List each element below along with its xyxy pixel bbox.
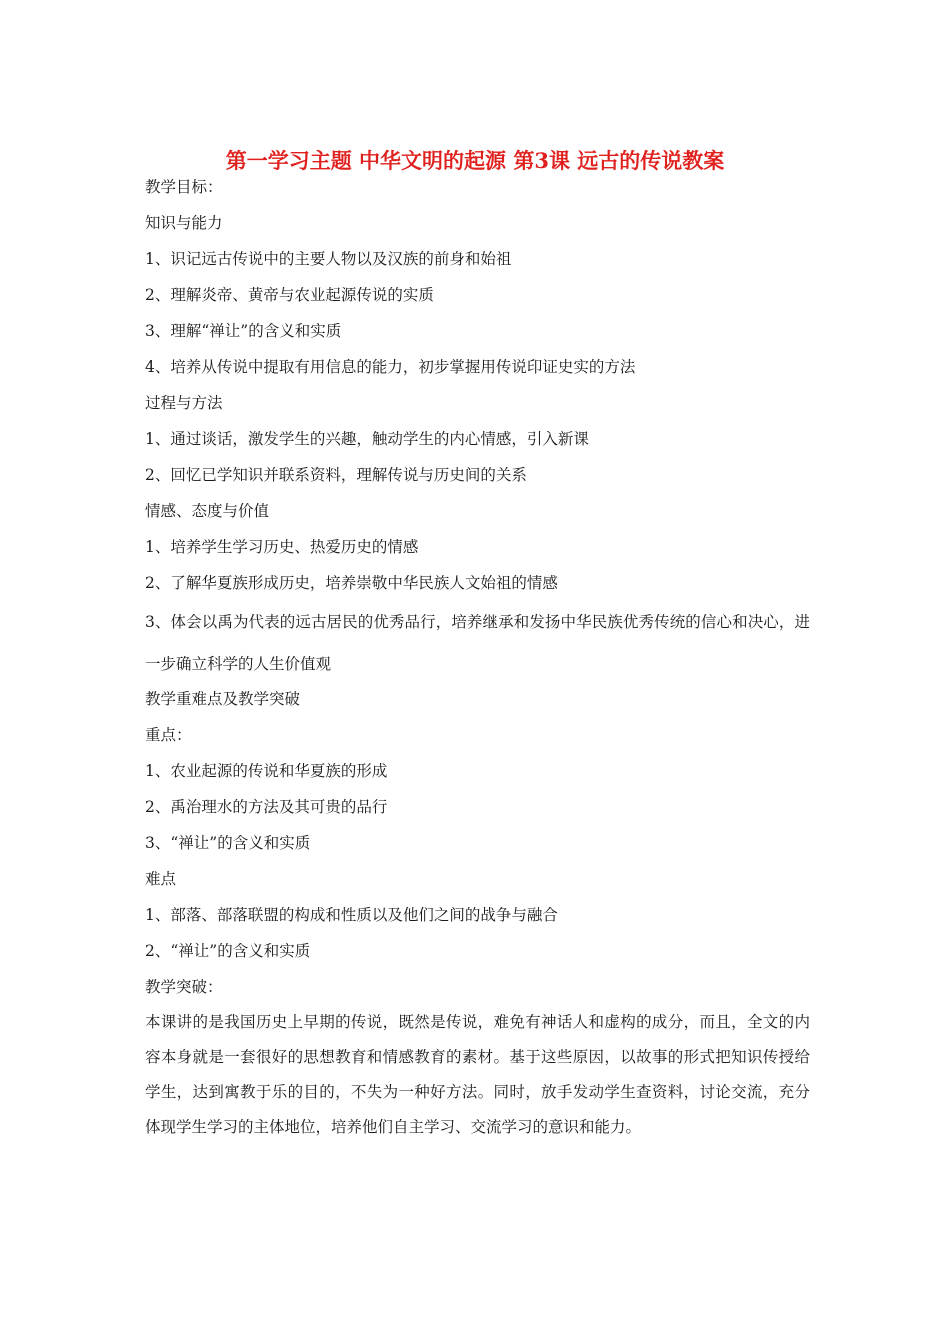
- heading-key-difficult-points: 教学重难点及教学突破: [145, 690, 301, 708]
- list-item: 1、部落、部落联盟的构成和性质以及他们之间的战争与融合: [145, 906, 558, 924]
- list-item: 1、培养学生学习历史、热爱历史的情感: [145, 538, 419, 556]
- list-item: 1、通过谈话，激发学生的兴趣，触动学生的内心情感，引入新课: [145, 430, 589, 448]
- list-item: 2、“禅让”的含义和实质: [145, 942, 311, 960]
- list-item: 2、了解华夏族形成历史，培养崇敬中华民族人文始祖的情感: [145, 574, 558, 592]
- body-paragraph: 本课讲的是我国历史上早期的传说，既然是传说，难免有神话人和虚构的成分，而且，全文的内容本身就是一套很好的思想教育和情感教育的素材。基于这些原因，以故事的形式把知识传授给学生，达到寓教于乐的目的，不失为一种好方法。同时，放手发动学生查资料，讨论交流，充分体现学生学习的主体地位，培养他们自主学习、交流学习的意识和能力。: [145, 1013, 810, 1136]
- list-item: 1、农业起源的传说和华夏族的形成: [145, 762, 388, 780]
- document-body: [145, 177, 810, 1145]
- list-item-paragraph: 3、体会以禹为代表的远古居民的优秀品行，培养继承和发扬中华民族优秀传统的信心和决心，进一步确立科学的人生价值观: [145, 613, 810, 673]
- list-item: 2、禹治理水的方法及其可贵的品行: [145, 798, 388, 816]
- subheading-key-points: 重点：: [145, 726, 192, 744]
- list-item: 1、识记远古传说中的主要人物以及汉族的前身和始祖: [145, 250, 512, 268]
- subheading-process-method: 过程与方法: [145, 394, 223, 412]
- list-item: 2、回忆已学知识并联系资料，理解传说与历史间的关系: [145, 466, 527, 484]
- subheading-emotion-attitude-value: 情感、态度与价值: [145, 502, 270, 520]
- subheading-knowledge-ability: 知识与能力: [145, 214, 223, 232]
- subheading-teaching-breakthrough: 教学突破：: [145, 978, 223, 996]
- list-item: 3、理解“禅让”的含义和实质: [145, 322, 342, 340]
- list-item: 3、“禅让”的含义和实质: [145, 834, 311, 852]
- document-title: 第一学习主题 中华文明的起源 第3课 远古的传说教案: [225, 148, 725, 173]
- subheading-difficult-points: 难点: [145, 870, 177, 888]
- heading-teaching-objectives: 教学目标：: [145, 178, 223, 196]
- list-item: 4、培养从传说中提取有用信息的能力，初步掌握用传说印证史实的方法: [145, 358, 636, 376]
- list-item: 2、理解炎帝、黄帝与农业起源传说的实质: [145, 286, 434, 304]
